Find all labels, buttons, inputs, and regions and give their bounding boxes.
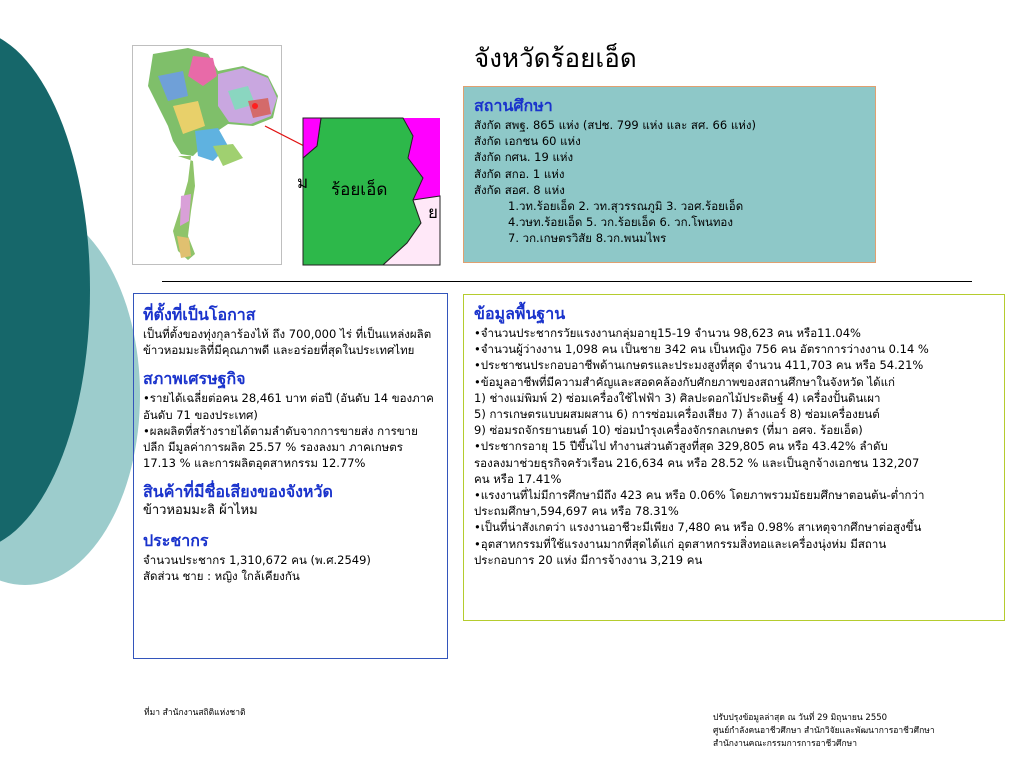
population-line: สัดส่วน ชาย : หญิง ใกล้เคียงกัน <box>143 568 300 583</box>
products-text: ข้าวหอมมะลิ ผ้าไหม <box>143 503 258 519</box>
basic-info-box <box>463 294 1005 621</box>
institutions-box <box>463 86 876 263</box>
basic-line: คน หรือ 17.41% <box>474 471 562 486</box>
province-zoom-map <box>297 118 440 265</box>
institution-line: สังกัด สกอ. 1 แห่ง <box>474 166 565 181</box>
basic-line: •ประชากรอายุ 15 ปีขึ้นไป ทำงานส่วนตัวสูงที่สุด 329,805 คน หรือ 43.42% ลำดับ <box>474 439 888 454</box>
economy-heading: สภาพเศรษฐกิจ <box>143 369 246 389</box>
basic-line: •ข้อมูลอาชีพที่มีความสำคัญและสอดคล้องกับศักยภาพของสถานศึกษาในจังหวัด ได้แก่ <box>474 374 896 389</box>
province-zoom-label: ร้อยเอ็ด <box>331 180 388 200</box>
province-profile-box <box>133 293 448 659</box>
institution-line: สังกัด สอศ. 8 แห่ง <box>474 182 565 197</box>
svg-text:ม: ม <box>297 173 309 193</box>
footer-line: ปรับปรุงข้อมูลล่าสุด ณ วันที่ 29 มิถุนายน 2550 <box>713 713 888 723</box>
population-heading: ประชากร <box>143 530 209 550</box>
college-line: 7. วก.เกษตรวิสัย 8.วก.พนมไพร <box>508 231 667 246</box>
institution-line: สังกัด เอกชน 60 แห่ง <box>474 134 581 149</box>
basic-line: 1) ช่างแม่พิมพ์ 2) ซ่อมเครื่องใช้ไฟฟ้า 3) ศิลปะดอกไม้ประดิษฐ์ 4) เครื่องปั้นดินเผา <box>474 390 881 405</box>
basic-line: •ประชาชนประกอบอาชีพด้านเกษตรและประมงสูงที่สุด จำนวน 411,703 คน หรือ 54.21% <box>474 358 924 373</box>
page-title: จังหวัดร้อยเอ็ด <box>474 44 637 74</box>
footer-line: สำนักงานคณะกรรมการการอาชีวศึกษา <box>713 739 857 749</box>
location-heading: ที่ตั้งที่เป็นโอกาส <box>143 305 256 324</box>
products-heading: สินค้าที่มีชื่อเสียงของจังหวัด <box>143 482 333 502</box>
footer-line: ศูนย์กำลังคนอาชีวศึกษา สำนักวิจัยและพัฒนาการอาชีวศึกษา <box>713 726 935 736</box>
institution-line: สังกัด สพฐ. 865 แห่ง (สปช. 799 แห่ง และ สศ. 66 แห่ง) <box>474 118 756 132</box>
institutions-heading: สถานศึกษา <box>474 96 553 115</box>
source-note: ที่มา สำนักงานสถิติแห่งชาติ <box>144 708 246 718</box>
basic-line: •แรงงานที่ไม่มีการศึกษามีถึง 423 คน หรือ 0.06% โดยภาพรวมมัธยมศึกษาตอนต้น-ต่ำกว่า <box>474 488 925 503</box>
college-line: 4.วษท.ร้อยเอ็ด 5. วก.ร้อยเอ็ด 6. วก.โพนทอง <box>508 215 733 230</box>
basic-line: ประกอบการ 20 แห่ง มีการจ้างงาน 3,219 คน <box>474 552 703 567</box>
basic-line: •อุตสาหกรรมที่ใช้แรงงานมากที่สุดได้แก่ อุตสาหกรรมสิ่งทอและเครื่องนุ่งห่ม มีสถาน <box>474 536 887 551</box>
population-line: จำนวนประชากร 1,310,672 คน (พ.ศ.2549) <box>143 552 371 567</box>
basic-line: •จำนวนประชากรวัยแรงงานกลุ่มอายุ15-19 จำนวน 98,623 คน หรือ11.04% <box>474 326 861 340</box>
institution-line: สังกัด กศน. 19 แห่ง <box>474 150 574 165</box>
basic-line: 5) การเกษตรแบบผสมผสาน 6) การซ่อมเครื่องเสียง 7) ล้างแอร์ 8) ซ่อมเครื่องยนต์ <box>474 407 880 422</box>
divider-line <box>162 281 972 282</box>
economy-item: •ผลผลิตที่สร้างรายได้ตามลำดับจากการขายส่ง การขายปลีก มีมูลค่าการผลิต 25.57 % รองลงมา ภาคเกษตร 17.13 % และการผลิตอุตสาหกรรม 12.77% <box>143 423 418 471</box>
basic-line: 9) ซ่อมรถจักรยานยนต์ 10) ซ่อมบำรุงเครื่องจักรกลเกษตร (ที่มา อศจ. ร้อยเอ็ด) <box>474 423 863 438</box>
basic-line: •เป็นที่น่าสังเกตว่า แรงงานอาชีวะมีเพียง 7,480 คน หรือ 0.98% สาเหตุจากศึกษาต่อสูงขึ้น <box>474 520 922 535</box>
economy-item: •รายได้เฉลี่ยต่อคน 28,461 บาท ต่อปี (อันดับ 14 ของภาค อันดับ 71 ของประเทศ) <box>143 391 434 422</box>
location-text: เป็นที่ตั้งของทุ่งกุลาร้องไห้ ถึง 700,000 ไร่ ที่เป็นแหล่งผลิตข้าวหอมมะลิที่มีคุณภาพดี และอร่อยที่สุดในประเทศไทย <box>143 327 432 358</box>
basic-heading: ข้อมูลพื้นฐาน <box>474 304 566 323</box>
svg-text:ย: ย <box>428 203 438 223</box>
thailand-map <box>132 45 282 265</box>
footer-credits <box>713 712 935 751</box>
basic-line: •จำนวนผู้ว่างงาน 1,098 คน เป็นชาย 342 คน เป็นหญิง 756 คน อัตราการว่างงาน 0.14 % <box>474 342 929 357</box>
basic-line: ประถมศึกษา,594,697 คน หรือ 78.31% <box>474 504 679 519</box>
college-line: 1.วท.ร้อยเอ็ด 2. วท.สุวรรณภูมิ 3. วอศ.ร้อยเอ็ด <box>508 199 744 214</box>
basic-line: รองลงมาช่วยธุรกิจครัวเรือน 216,634 คน หรือ 28.52 % และเป็นลูกจ้างเอกชน 132,207 <box>474 455 920 470</box>
